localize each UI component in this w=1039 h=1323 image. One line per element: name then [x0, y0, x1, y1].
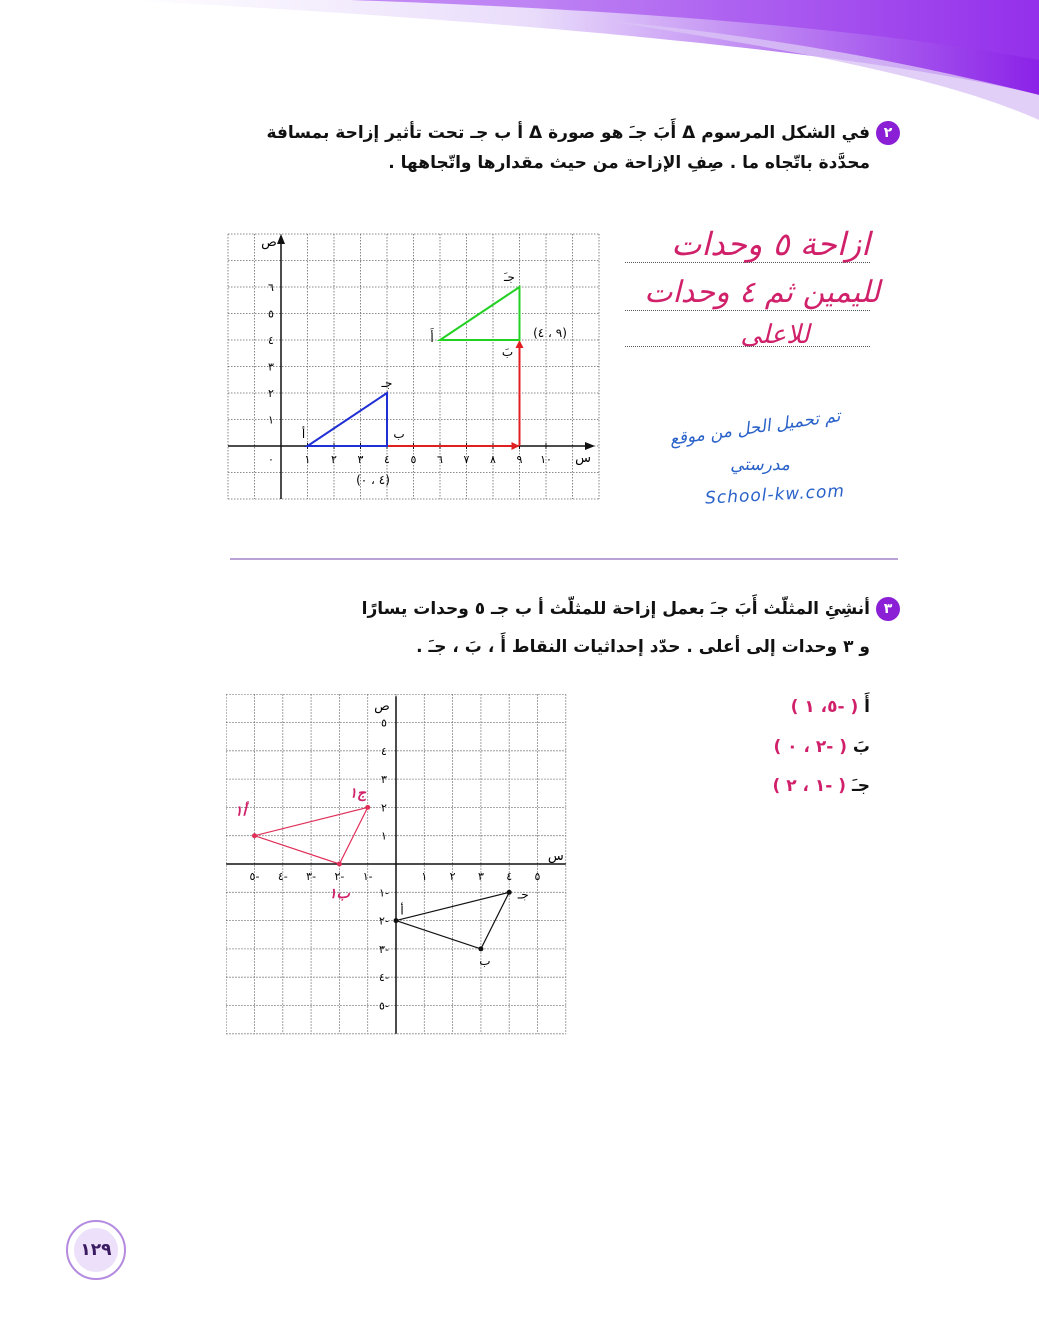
x-tick-label: ٤- [277, 870, 288, 883]
watermark-url: School-kw.com [704, 481, 846, 509]
x-tick-label: ١٠ [540, 453, 552, 466]
x-tick-label: ٦ [437, 453, 443, 466]
y-tick-label: ٥ [268, 307, 274, 321]
hand-label-b1: ب١ [329, 886, 350, 902]
header-banner [0, 0, 1039, 130]
x-tick-label: ٥ [534, 870, 541, 883]
y-tick-label: ٥ [381, 716, 387, 730]
y-tick-label: ٢ [381, 801, 387, 815]
question-2-line2: محدَّدة باتّجاه ما . صِفِ الإزاحة من حيث مقدارها واتّجاهها . [388, 153, 870, 173]
q3-answer-a-value: ( -٥، ١ ) [790, 697, 859, 717]
x-tick-label: ٢- [334, 870, 345, 883]
coord-label-b: (٤ ، ٠) [356, 473, 390, 487]
y-axis-arrow [277, 234, 285, 244]
hand-label-a1: أ١ [234, 803, 247, 820]
x-tick-label: ٢ [331, 453, 337, 466]
translation-arrow-up-head [516, 340, 524, 348]
x-tick-label: ٨ [490, 453, 496, 466]
x-tick-label: ٣ [357, 453, 364, 466]
q3-coordinate-graph [226, 694, 586, 1036]
page-number: ١٢٩ [74, 1228, 118, 1272]
q3-answer-a-label: أَ [864, 697, 870, 717]
page-number-badge [66, 1220, 126, 1280]
point-label-a-prime: أَ [430, 331, 434, 345]
x-tick-label: ٩ [516, 453, 523, 466]
question-3-line2: و ٣ وحدات إلى أعلى . حدّد إحداثيات النقاط أَ ، بَ ، جـَ . [416, 637, 870, 657]
y-tick-label: ١- [379, 886, 389, 900]
q2-answer-underline1 [625, 262, 870, 263]
x-tick-label: ٤ [506, 870, 513, 883]
q2-answer-line3: للاعلى [740, 320, 810, 350]
x-axis-label: س [547, 849, 564, 864]
y-tick-label: ٦ [268, 281, 274, 294]
watermark-line2: مدرستي [730, 455, 790, 475]
q2-answer-underline2 [625, 310, 870, 311]
x-tick-label: ٣ [477, 870, 484, 883]
y-tick-label: ٣ [381, 773, 387, 787]
point-label-b: ب [479, 953, 491, 968]
q2-answer-underline3 [625, 346, 870, 347]
x-axis-label: س [575, 451, 591, 466]
x-tick-label: ٣- [306, 870, 317, 883]
q3-answer-c-label: جـَ [851, 776, 870, 796]
y-tick-label: ٤ [268, 334, 274, 347]
x-tick-label: ١ [304, 453, 311, 466]
section-divider [230, 558, 898, 560]
x-tick-label: ٤ [384, 453, 390, 466]
point-label-a: أ [400, 903, 404, 918]
original-vertex [507, 890, 512, 895]
y-tick-label: ٤ [381, 744, 387, 758]
q3-answer-b-value: ( -٢ ، ٠ ) [773, 737, 847, 757]
q2-answer-line2: لليمين ثم ٤ وحدات [644, 275, 880, 310]
image-vertex [365, 805, 370, 810]
q3-answer-c [700, 776, 870, 796]
image-vertex [337, 862, 342, 867]
point-label-a: أ [301, 427, 306, 441]
y-tick-label: ٣- [379, 942, 389, 956]
y-tick-label: ١ [268, 413, 274, 427]
x-tick-label: ٥ [410, 453, 417, 466]
y-tick-label: ٣ [268, 360, 274, 374]
x-tick-label: ٥- [249, 870, 260, 883]
q3-answer-a [700, 697, 870, 717]
point-label-b-prime: بَ [501, 345, 514, 359]
x-axis-arrow [585, 442, 595, 450]
q2-answer-line1: ازاحة ٥ وحدات [671, 225, 870, 263]
y-tick-label: ٢ [268, 387, 274, 400]
point-label-c: جـ [381, 376, 393, 390]
q3-answer-c-value: ( -١ ، ٢ ) [772, 776, 847, 796]
hand-label-c1: ج١ [349, 785, 366, 802]
point-label-b: ب [393, 427, 405, 441]
x-tick-label: ٢ [449, 870, 456, 883]
question-3-number: ٣ [876, 597, 900, 621]
question-3-line1: أنشِئِ المثلّث أَبَ جـَ بعمل إزاحة للمثلّث أ ب جـ ٥ وحدات يسارًا [361, 599, 870, 619]
y-tick-label: ١ [381, 829, 387, 843]
question-2-line1: في الشكل المرسوم Δ أَبَ جـَ هو صورة Δ أ ب جـ تحت تأثير إزاحة بمسافة [266, 123, 870, 143]
x-tick-label: ٧ [463, 453, 470, 466]
q2-coordinate-graph [226, 218, 606, 508]
question-2-number: ٢ [876, 121, 900, 145]
x-tick-label: ١- [362, 870, 373, 883]
y-tick-label: ٤- [379, 971, 389, 985]
y-axis-label: ص [374, 699, 390, 715]
watermark-line1: تم تحميل الحل من موقع [668, 406, 842, 450]
y-tick-label: ٥- [379, 999, 389, 1013]
x-tick-label: ١ [421, 870, 428, 883]
original-vertex [478, 946, 483, 951]
y-tick-label: ٢- [379, 914, 389, 928]
q3-answer-b-label: بَ [852, 737, 870, 757]
coord-label-b-prime: (٩ ، ٤) [533, 326, 567, 340]
image-vertex [252, 833, 257, 838]
translation-arrow-right-head [512, 442, 520, 450]
point-label-c: جـ [517, 887, 529, 902]
y-axis-label: ص [261, 235, 277, 250]
q3-answer-b [700, 737, 870, 757]
point-label-c-prime: جـَ [504, 270, 515, 284]
origin-label: ٠ [268, 453, 274, 466]
original-vertex [394, 918, 399, 923]
